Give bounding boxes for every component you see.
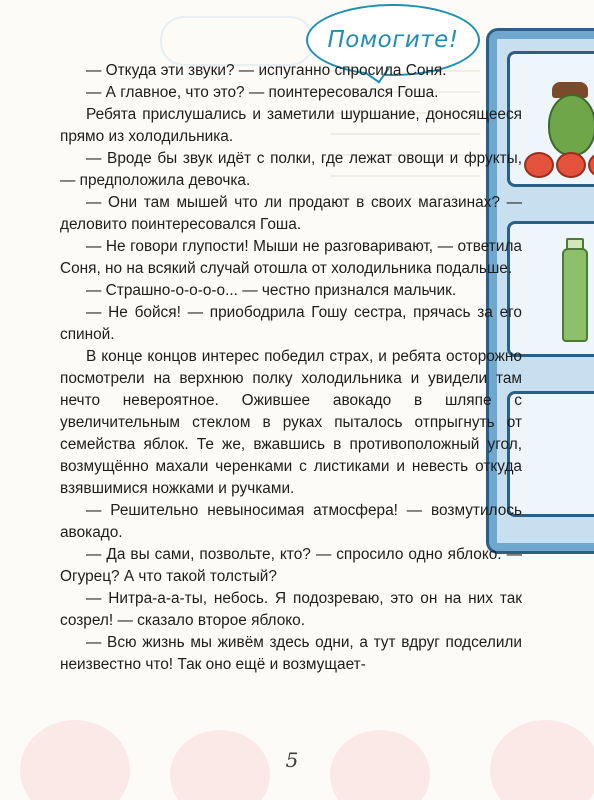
background-fruit-shapes xyxy=(0,690,594,800)
story-paragraph: — Да вы сами, позвольте, кто? — спросило одно яблоко. — Огурец? А что такой толстый? xyxy=(60,546,522,585)
story-paragraph: — Нитра-а-а-ты, небось. Я подозреваю, это он на них так созрел! — сказало второе яблоко. xyxy=(60,590,522,629)
story-paragraph: — Решительно невыносимая атмосфера! — возмутилось авокадо. xyxy=(60,502,522,541)
story-paragraph: — Не говори глупости! Мыши не разговаривают, — ответила Соня, но на всякий случай отошла от холодильника подальше. xyxy=(60,238,522,277)
story-paragraph: — Они там мышей что ли продают в своих магазинах? — деловито поинтересовался Гоша. xyxy=(60,194,522,233)
background-bubble-shape xyxy=(160,16,314,66)
speech-bubble-text: Помогите! xyxy=(327,27,459,53)
apple-character-icon xyxy=(588,152,594,178)
apple-character-icon xyxy=(524,152,554,178)
bottle-character-icon xyxy=(562,248,588,342)
story-paragraph: Ребята прислушались и заметили шуршание, доносящееся прямо из холодильника. xyxy=(60,106,522,145)
story-paragraph: — Страшно-о-о-о-о... — честно признался мальчик. xyxy=(86,282,457,299)
story-paragraph: — А главное, что это? — поинтересовался Гоша. xyxy=(86,84,439,101)
story-paragraph: — Вроде бы звук идёт с полки, где лежат овощи и фрукты, — предположила девочка. xyxy=(60,150,522,189)
story-paragraph: — Откуда эти звуки? — испуганно спросила Соня. xyxy=(86,62,447,79)
page-number: 5 xyxy=(285,748,299,772)
story-text xyxy=(60,60,522,676)
avocado-character-icon xyxy=(548,94,594,156)
story-paragraph: В конце концов интерес победил страх, и ребята осторожно посмотрели на верхнюю полку холодильника и увидели там нечто невероятное. Ожившее авокадо в шляпе с увеличительным стеклом в руках пыталось отпрыгнуть от семейства яблок. Те же, вжавшись в противоположный угол, возмущённо махали черенками с листиками и невесть откуда взявшимися ножками и ручками. xyxy=(60,348,522,497)
apple-character-icon xyxy=(556,152,586,178)
story-paragraph: — Всю жизнь мы живём здесь одни, а тут вдруг подселили неизвестно что! Так оно ещё и возмущает- xyxy=(60,634,522,673)
story-paragraph: — Не бойся! — приободрила Гошу сестра, прячась за его спиной. xyxy=(60,304,522,343)
